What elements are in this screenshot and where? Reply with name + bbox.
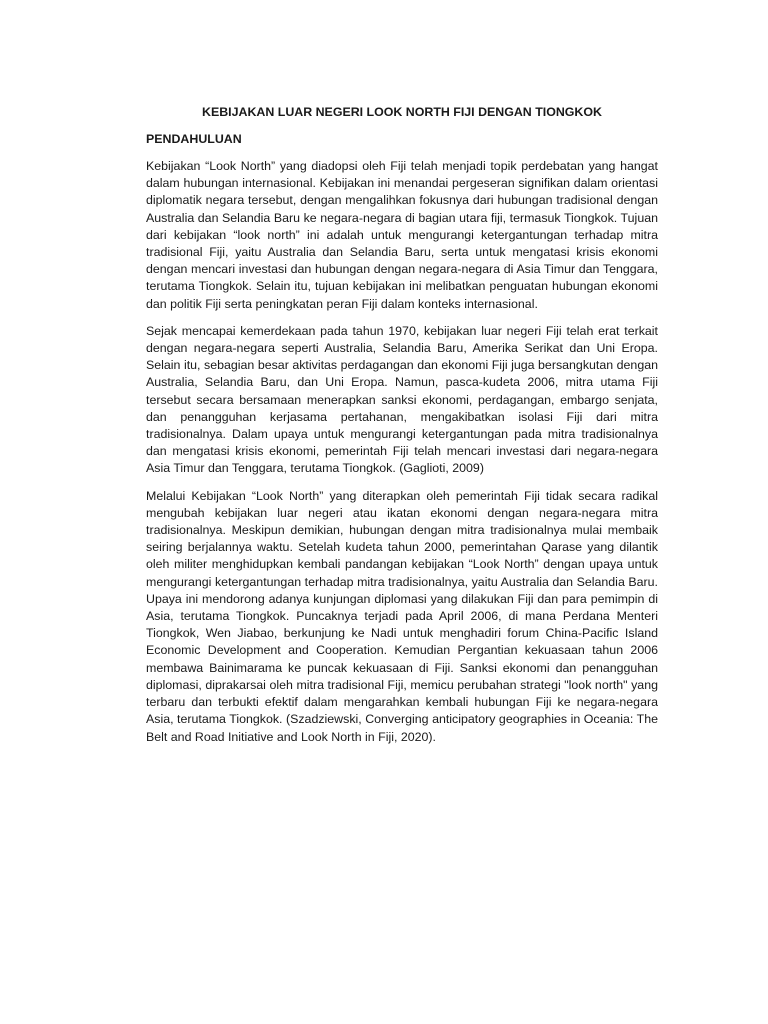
section-heading: PENDAHULUAN <box>146 132 242 146</box>
paragraph-2: Sejak mencapai kemerdekaan pada tahun 1970, kebijakan luar negeri Fiji telah erat terkait dengan negara-negara seperti Australia, Selandia Baru, Amerika Serikat dan Uni Eropa. Selain itu, sebagian besar aktivitas perdagangan dan ekonomi Fiji juga bersangkutan dengan Australia, Selandia Baru, dan Uni Eropa. Namun, pasca-kudeta 2006, mitra utama Fiji tersebut secara bersamaan menerapkan sanksi ekonomi, perdagangan, embargo senjata, dan penangguhan kerjasama pertahanan, mengakibatkan isolasi Fiji dari mitra tradisionalnya. Dalam upaya untuk mengurangi ketergantungan pada mitra tradisionalnya dan mengatasi krisis ekonomi, pemerintah Fiji telah mencari investasi dari negara-negara Asia Timur dan Tenggara, terutama Tiongkok. (Gaglioti, 2009) <box>146 323 658 476</box>
paragraph-1: Kebijakan “Look North” yang diadopsi oleh Fiji telah menjadi topik perdebatan yang hangat dalam hubungan internasional. Kebijakan ini menandai pergeseran signifikan dalam orientasi diplomatik negara tersebut, dengan mengalihkan fokusnya dari hubungan tradisional dengan Australia dan Selandia Baru ke negara-negara di bagian utara fiji, termasuk Tiongkok. Tujuan dari kebijakan “look north” ini adalah untuk mengurangi ketergantungan terhadap mitra tradisional Fiji, yaitu Australia dan Selandia Baru, serta untuk mengatasi krisis ekonomi dengan mencari investasi dan hubungan dengan negara-negara di Asia Timur dan Tenggara, terutama Tiongkok. Selain itu, tujuan kebijakan ini melibatkan penguatan hubungan ekonomi dan politik Fiji serta peningkatan peran Fiji dalam konteks internasional. <box>146 159 658 311</box>
document-page <box>146 100 658 746</box>
document-title: KEBIJAKAN LUAR NEGERI LOOK NORTH FIJI DENGAN TIONGKOK <box>202 105 602 119</box>
paragraph-3: Melalui Kebijakan “Look North” yang diterapkan oleh pemerintah Fiji tidak secara radikal mengubah kebijakan luar negeri atau ikatan ekonomi dengan negara-negara mitra tradisionalnya. Meskipun demikian, hubungan dengan mitra tradisionalnya mulai membaik seiring berjalannya waktu. Setelah kudeta tahun 2000, pemerintahan Qarase yang dilantik oleh militer menghidupkan kembali pandangan kebijakan “Look North” dengan upaya untuk mengurangi ketergantungan terhadap mitra tradisionalnya, yaitu Australia dan Selandia Baru. Upaya ini mendorong adanya kunjungan diplomasi yang dilakukan Fiji dan para pemimpin di Asia, terutama Tiongkok. Puncaknya terjadi pada April 2006, di mana Perdana Menteri Tiongkok, Wen Jiabao, berkunjung ke Nadi untuk menghadiri forum China-Pacific Island Economic Development and Cooperation. Kemudian Pergantian kekuasaan tahun 2006 membawa Bainimarama ke puncak kekuasaan di Fiji. Sanksi ekonomi dan penangguhan diplomasi, diprakarsai oleh mitra tradisional Fiji, memicu perubahan strategi "look north" yang terbaru dan terbukti efektif dalam mengarahkan kembali hubungan Fiji ke negara-negara Asia, terutama Tiongkok. (Szadziewski, Converging anticipatory geographies in Oceania: The Belt and Road Initiative and Look North in Fiji, 2020). <box>146 488 658 744</box>
